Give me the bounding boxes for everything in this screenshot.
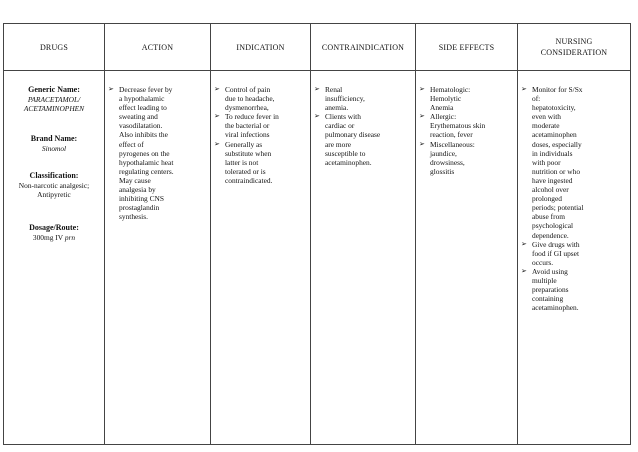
dosage-amount: 300mg IV <box>32 233 63 243</box>
header-drugs: DRUGS <box>4 24 105 71</box>
bullet-line: ➢ Hematologic: <box>430 85 471 94</box>
bullet-line: vasodilatation. <box>119 121 163 131</box>
bullet-line: have ingested <box>532 175 573 185</box>
bullet-line: ➢ Give drugs with <box>532 239 580 249</box>
bullet-line: reaction, fever <box>430 130 473 140</box>
dosage-route-value <box>4 233 104 242</box>
side-effects-bullet-item <box>416 140 515 176</box>
header-row <box>4 24 631 71</box>
bullet-line: hepatotoxicity, <box>532 103 576 113</box>
drug-row <box>4 71 631 445</box>
bullet-line: viral infections <box>225 130 270 140</box>
bullet-line: latter is not <box>225 157 259 167</box>
classification-label: Classification: <box>29 170 79 180</box>
bullet-line: glossitis <box>430 166 455 176</box>
header-side-effects: SIDE EFFECTS <box>416 24 518 71</box>
generic-name-group <box>4 85 104 114</box>
bullet-line: drowsiness, <box>430 157 465 167</box>
nursing-consideration-cell <box>518 71 631 445</box>
bullet-line: with poor <box>532 157 561 167</box>
contraindication-list <box>311 71 415 167</box>
indication-list <box>211 71 310 185</box>
bullet-line: acetaminophen. <box>532 303 579 313</box>
bullet-line: alcohol over <box>532 185 569 195</box>
indication-cell <box>211 71 311 445</box>
bullet-line: analgesia by <box>119 185 156 195</box>
bullet-line: contraindicated. <box>225 175 273 185</box>
bullet-line: doses, especially <box>532 139 582 149</box>
bullet-line: nutrition or who <box>532 166 581 176</box>
bullet-line: acetaminophen. <box>325 157 372 167</box>
bullet-line: cardiac or <box>325 121 355 131</box>
nursing-bullet-item <box>518 85 628 240</box>
bullet-line: containing <box>532 294 564 304</box>
brand-name-group <box>4 134 104 153</box>
classification-value-2: Antipyretic <box>37 190 71 200</box>
bullet-line: prostaglandin <box>119 203 160 213</box>
side-effects-cell <box>416 71 518 445</box>
bullet-line: ➢ Control of pain <box>225 85 271 94</box>
bullet-line: effect of <box>119 139 144 149</box>
drug-info-cell <box>4 71 105 445</box>
bullet-line: pyrogenes on the <box>119 148 170 158</box>
bullet-line: prolonged <box>532 194 562 204</box>
bullet-line: the bacterial or <box>225 121 270 131</box>
bullet-line: ➢ Decrease fever by <box>119 85 173 94</box>
dosage-route-group <box>4 223 104 242</box>
bullet-line: jaundice, <box>430 148 457 158</box>
bullet-line: a hypothalamic <box>119 94 165 104</box>
header-contraindication: CONTRAINDICATION <box>311 24 416 71</box>
nursing-bullet-item <box>518 267 628 312</box>
bullet-line: dysmenorrhea, <box>225 103 269 113</box>
action-bullet-item <box>105 85 208 221</box>
bullet-line: preparations <box>532 285 569 295</box>
classification-group <box>4 171 104 200</box>
generic-name-label: Generic Name: <box>28 85 80 94</box>
header-indication: INDICATION <box>211 24 311 71</box>
indication-bullet-item <box>211 140 308 185</box>
bullet-line: regulating centers. <box>119 166 174 176</box>
bullet-line: periods; potential <box>532 203 584 213</box>
action-list <box>105 71 210 221</box>
bullet-line: susceptible to <box>325 148 366 158</box>
bullet-line: effect leading to <box>119 103 167 113</box>
bullet-line: Also inhibits the <box>119 130 168 140</box>
bullet-line: insufficiency, <box>325 94 365 104</box>
bullet-line: ➢ Miscellaneous: <box>430 139 475 149</box>
bullet-line: Erythematous skin <box>430 121 486 131</box>
bullet-line: synthesis. <box>119 212 148 222</box>
bullet-line: hypothalamic heat <box>119 157 174 167</box>
header-nursing-line1: NURSING <box>555 37 593 46</box>
bullet-line: psychological <box>532 221 574 231</box>
bullet-line: ➢ Generally as <box>225 139 263 149</box>
bullet-line: inhibiting CNS <box>119 194 164 204</box>
bullet-line: of: <box>532 94 541 104</box>
header-action: ACTION <box>105 24 211 71</box>
contraindication-bullet-item <box>311 85 413 112</box>
contraindication-bullet-item <box>311 112 413 167</box>
bullet-line: Hemolytic <box>430 94 462 104</box>
bullet-line: ➢ Clients with <box>325 112 361 122</box>
bullet-line: May cause <box>119 175 151 185</box>
side-effects-bullet-item <box>416 85 515 112</box>
bullet-line: are more <box>325 139 352 149</box>
bullet-line: in individuals <box>532 148 573 158</box>
bullet-line: ➢ To reduce fever in <box>225 112 279 122</box>
classification-value-1: Non-narcotic analgesic; <box>18 180 90 190</box>
bullet-line: ➢ Allergic: <box>430 112 457 122</box>
bullet-line: due to headache, <box>225 94 275 104</box>
contraindication-cell <box>311 71 416 445</box>
bullet-line: Anemia <box>430 103 454 113</box>
side-effects-list <box>416 71 517 176</box>
bullet-line: ➢ Renal <box>325 85 343 94</box>
header-nursing-consideration <box>518 24 631 71</box>
nursing-consideration-list <box>518 71 630 312</box>
dosage-route-label: Dosage/Route: <box>29 223 79 233</box>
action-cell <box>105 71 211 445</box>
bullet-line: food if GI upset <box>532 248 580 258</box>
bullet-line: abuse from <box>532 212 566 222</box>
bullet-line: anemia. <box>325 103 349 113</box>
bullet-line: occurs. <box>532 257 554 267</box>
indication-bullet-item <box>211 112 308 139</box>
generic-name-value-1: PARACETAMOL/ <box>27 95 81 104</box>
bullet-line: substitute when <box>225 148 272 158</box>
side-effects-bullet-item <box>416 112 515 139</box>
dosage-frequency: prn <box>64 233 76 243</box>
indication-bullet-item <box>211 85 308 112</box>
brand-name-label: Brand Name: <box>30 133 78 143</box>
bullet-line: pulmonary disease <box>325 130 381 140</box>
bullet-line: moderate <box>532 121 560 131</box>
bullet-line: ➢ Avoid using <box>532 266 568 276</box>
bullet-line: acetaminophen <box>532 130 577 140</box>
header-nursing-line2: CONSIDERATION <box>540 48 608 57</box>
drug-study-table <box>3 23 631 445</box>
bullet-line: tolerated or is <box>225 166 266 176</box>
bullet-line: multiple <box>532 275 557 285</box>
bullet-line: dependence. <box>532 230 569 240</box>
brand-name-value: Sinomol <box>41 143 67 153</box>
nursing-bullet-item <box>518 240 628 267</box>
bullet-line: even with <box>532 112 561 122</box>
bullet-line: sweating and <box>119 112 158 122</box>
generic-name-value-2: ACETAMINOPHEN <box>23 104 85 114</box>
bullet-line: ➢ Monitor for S/Sx <box>532 85 583 94</box>
